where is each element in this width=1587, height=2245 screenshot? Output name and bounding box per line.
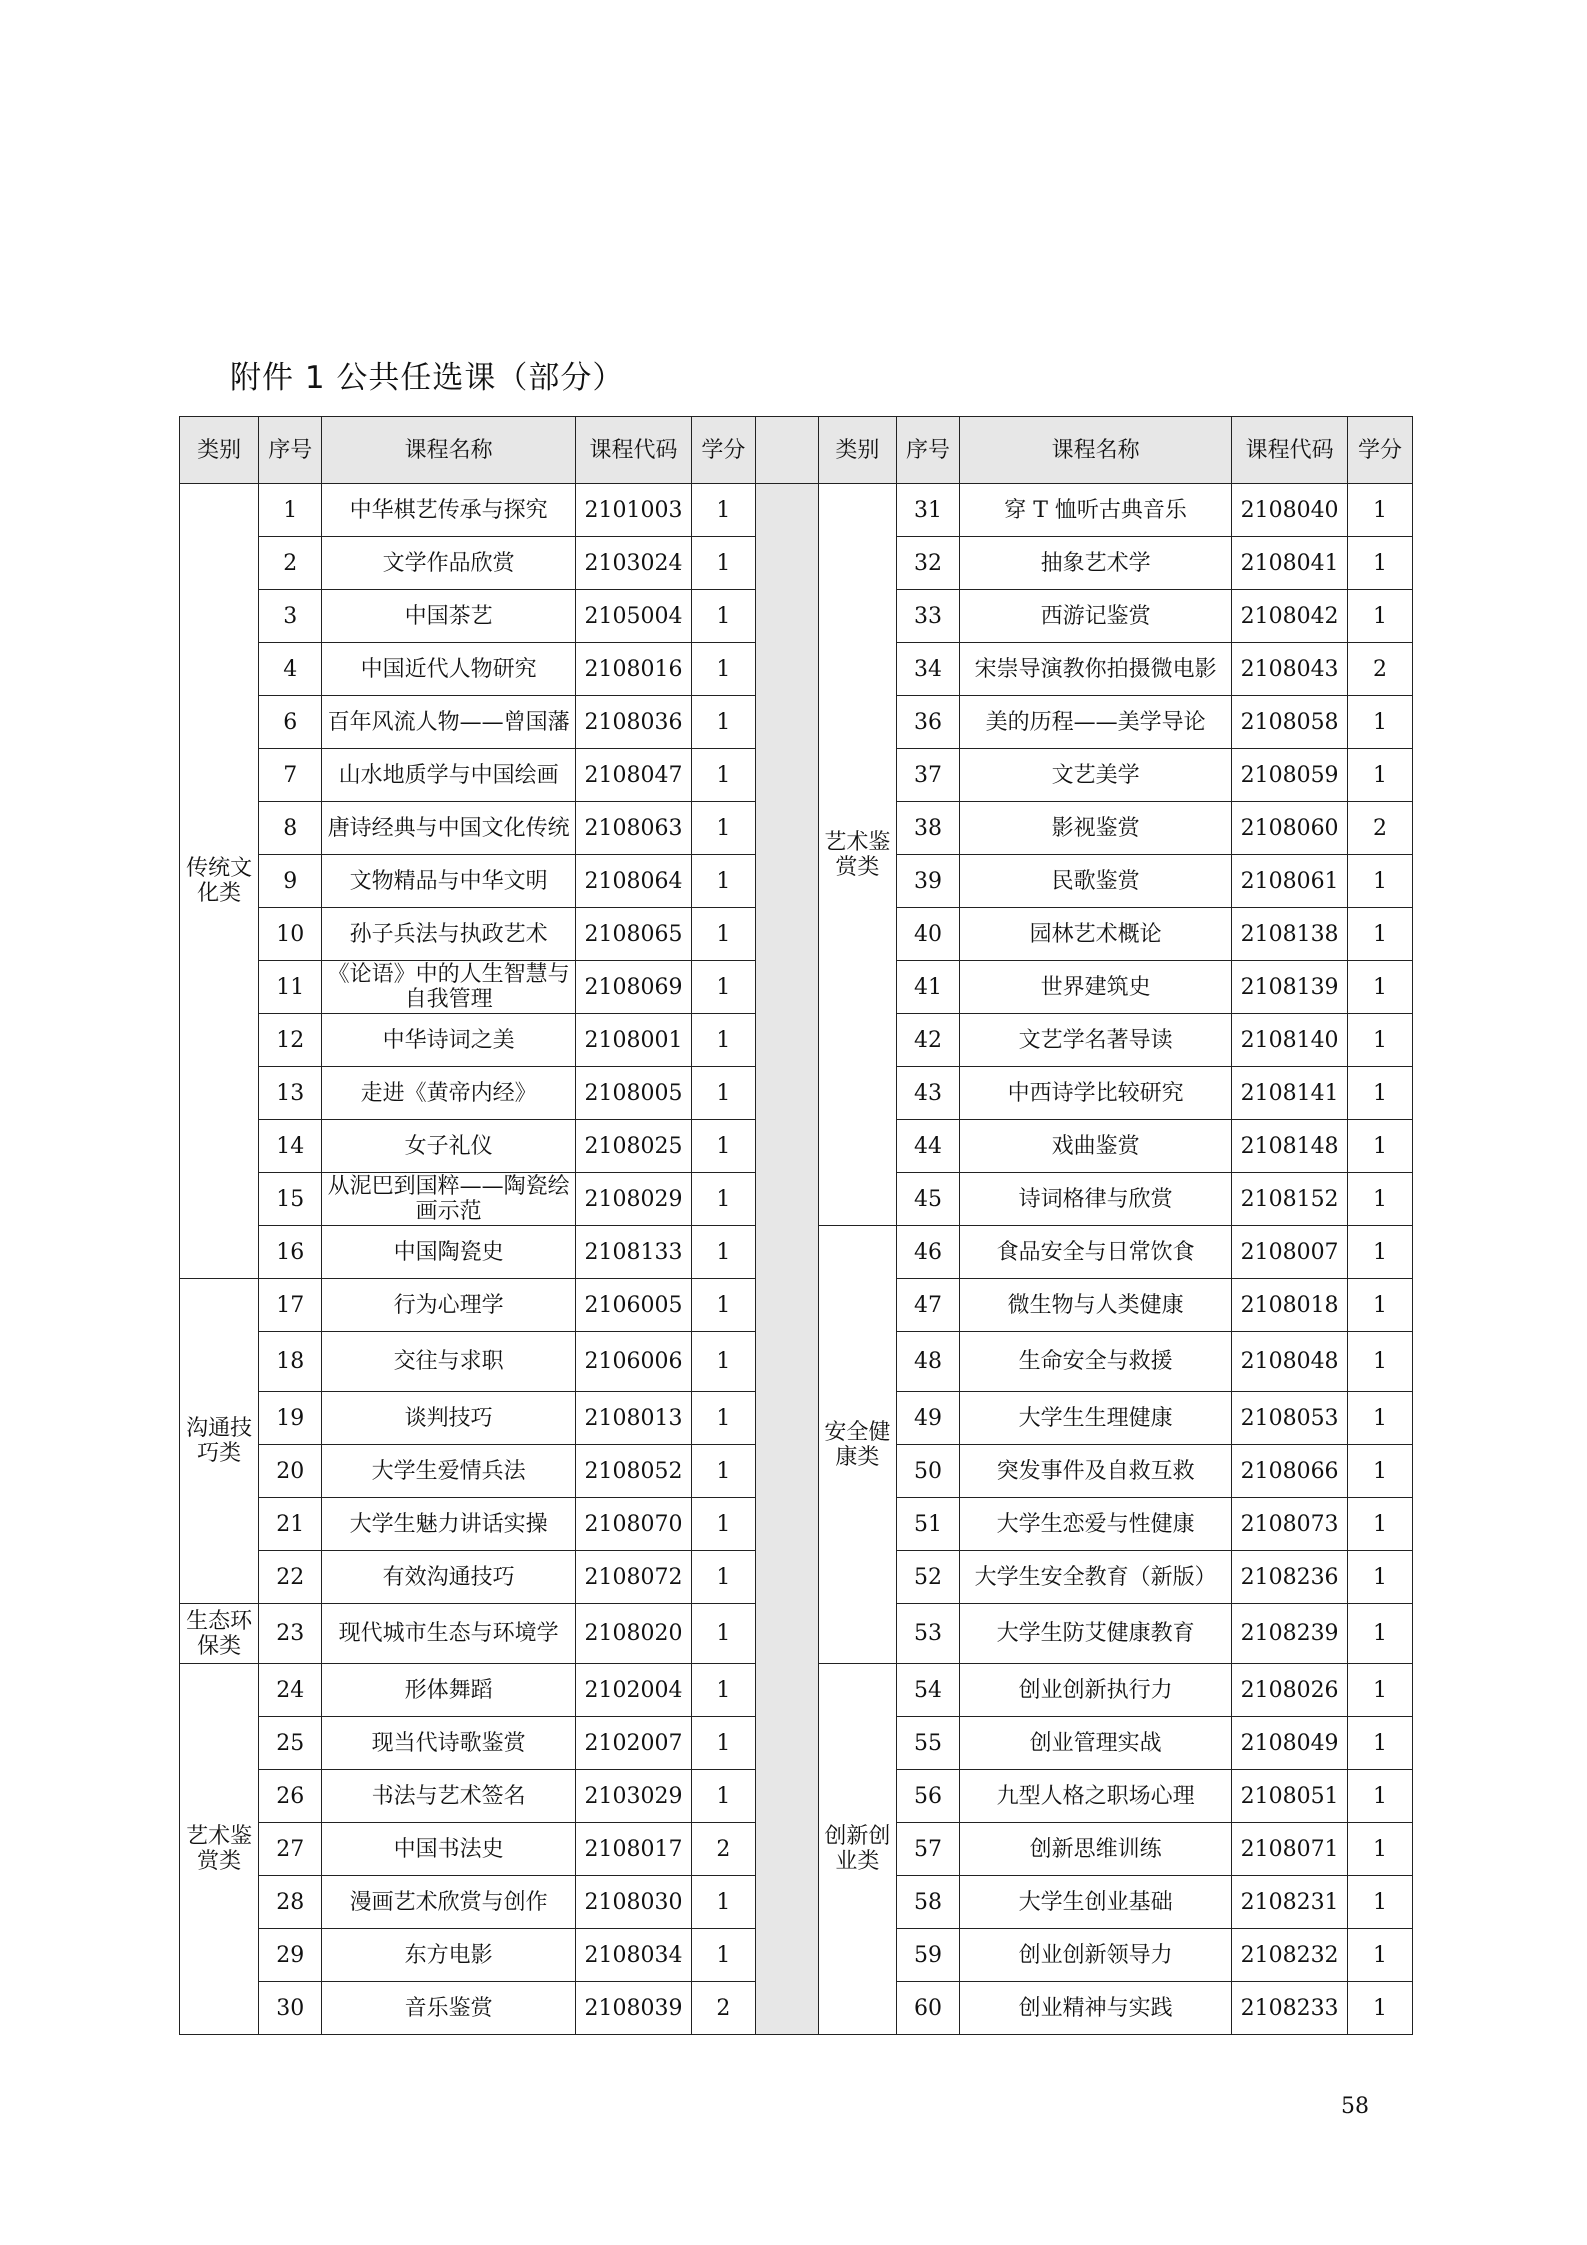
credit-cell: 1 bbox=[1347, 855, 1412, 908]
course-name-cell: 山水地质学与中国绘画 bbox=[322, 749, 576, 802]
seq-cell: 52 bbox=[897, 1551, 960, 1604]
seq-cell: 32 bbox=[897, 537, 960, 590]
course-code-cell: 2108232 bbox=[1232, 1929, 1348, 1982]
course-name-cell: 创业创新领导力 bbox=[960, 1929, 1232, 1982]
course-name-cell: 中国陶瓷史 bbox=[322, 1226, 576, 1279]
course-name-cell: 文物精品与中华文明 bbox=[322, 855, 576, 908]
credit-cell: 1 bbox=[691, 1120, 755, 1173]
seq-cell: 33 bbox=[897, 590, 960, 643]
credit-cell: 1 bbox=[1347, 1173, 1412, 1226]
credit-cell: 1 bbox=[691, 696, 755, 749]
course-name-cell: 百年风流人物——曾国藩 bbox=[322, 696, 576, 749]
course-code-cell: 2102007 bbox=[576, 1717, 692, 1770]
header-name: 课程名称 bbox=[960, 417, 1232, 484]
seq-cell: 26 bbox=[259, 1770, 322, 1823]
credit-cell: 1 bbox=[691, 590, 755, 643]
credit-cell: 1 bbox=[691, 1392, 755, 1445]
seq-cell: 12 bbox=[259, 1014, 322, 1067]
course-name-cell: 世界建筑史 bbox=[960, 961, 1232, 1014]
credit-cell: 1 bbox=[691, 1664, 755, 1717]
course-name-cell: 漫画艺术欣赏与创作 bbox=[322, 1876, 576, 1929]
course-name-cell: 形体舞蹈 bbox=[322, 1664, 576, 1717]
course-code-cell: 2108034 bbox=[576, 1929, 692, 1982]
course-code-cell: 2106005 bbox=[576, 1279, 692, 1332]
header-category: 类别 bbox=[180, 417, 259, 484]
course-name-cell: 唐诗经典与中国文化传统 bbox=[322, 802, 576, 855]
credit-cell: 1 bbox=[1347, 1982, 1412, 2035]
course-name-cell: 走进《黄帝内经》 bbox=[322, 1067, 576, 1120]
seq-cell: 10 bbox=[259, 908, 322, 961]
course-name-cell: 宋崇导演教你拍摄微电影 bbox=[960, 643, 1232, 696]
page-number: 58 bbox=[1341, 2094, 1369, 2119]
course-name-cell: 文艺学名著导读 bbox=[960, 1014, 1232, 1067]
course-code-cell: 2106006 bbox=[576, 1332, 692, 1392]
course-code-cell: 2108152 bbox=[1232, 1173, 1348, 1226]
credit-cell: 1 bbox=[1347, 749, 1412, 802]
header-code: 课程代码 bbox=[1232, 417, 1348, 484]
course-name-cell: 孙子兵法与执政艺术 bbox=[322, 908, 576, 961]
course-name-cell: 现当代诗歌鉴赏 bbox=[322, 1717, 576, 1770]
seq-cell: 40 bbox=[897, 908, 960, 961]
credit-cell: 1 bbox=[1347, 1823, 1412, 1876]
category-cell: 艺术鉴赏类 bbox=[180, 1664, 259, 2035]
seq-cell: 23 bbox=[259, 1604, 322, 1664]
course-name-cell: 影视鉴赏 bbox=[960, 802, 1232, 855]
course-name-cell: 东方电影 bbox=[322, 1929, 576, 1982]
seq-cell: 57 bbox=[897, 1823, 960, 1876]
credit-cell: 1 bbox=[691, 802, 755, 855]
seq-cell: 54 bbox=[897, 1664, 960, 1717]
seq-cell: 29 bbox=[259, 1929, 322, 1982]
course-code-cell: 2108138 bbox=[1232, 908, 1348, 961]
course-code-cell: 2108059 bbox=[1232, 749, 1348, 802]
course-code-cell: 2108069 bbox=[576, 961, 692, 1014]
course-code-cell: 2108039 bbox=[576, 1982, 692, 2035]
course-name-cell: 中国茶艺 bbox=[322, 590, 576, 643]
course-name-cell: 食品安全与日常饮食 bbox=[960, 1226, 1232, 1279]
seq-cell: 22 bbox=[259, 1551, 322, 1604]
credit-cell: 1 bbox=[691, 1551, 755, 1604]
course-code-cell: 2108141 bbox=[1232, 1067, 1348, 1120]
course-code-cell: 2108001 bbox=[576, 1014, 692, 1067]
course-code-cell: 2108043 bbox=[1232, 643, 1348, 696]
course-code-cell: 2108072 bbox=[576, 1551, 692, 1604]
seq-cell: 8 bbox=[259, 802, 322, 855]
credit-cell: 1 bbox=[691, 749, 755, 802]
category-cell: 传统文化类 bbox=[180, 484, 259, 1279]
course-code-cell: 2108026 bbox=[1232, 1664, 1348, 1717]
seq-cell: 2 bbox=[259, 537, 322, 590]
course-name-cell: 九型人格之职场心理 bbox=[960, 1770, 1232, 1823]
credit-cell: 1 bbox=[691, 1445, 755, 1498]
course-name-cell: 大学生生理健康 bbox=[960, 1392, 1232, 1445]
header-name: 课程名称 bbox=[322, 417, 576, 484]
credit-cell: 1 bbox=[1347, 1604, 1412, 1664]
course-code-cell: 2108139 bbox=[1232, 961, 1348, 1014]
course-name-cell: 戏曲鉴赏 bbox=[960, 1120, 1232, 1173]
credit-cell: 1 bbox=[691, 537, 755, 590]
seq-cell: 53 bbox=[897, 1604, 960, 1664]
header-seq: 序号 bbox=[897, 417, 960, 484]
course-name-cell: 诗词格律与欣赏 bbox=[960, 1173, 1232, 1226]
credit-cell: 1 bbox=[1347, 696, 1412, 749]
credit-cell: 1 bbox=[691, 1173, 755, 1226]
course-code-cell: 2108060 bbox=[1232, 802, 1348, 855]
seq-cell: 60 bbox=[897, 1982, 960, 2035]
credit-cell: 1 bbox=[691, 1498, 755, 1551]
credit-cell: 1 bbox=[1347, 590, 1412, 643]
course-name-cell: 创新思维训练 bbox=[960, 1823, 1232, 1876]
credit-cell: 1 bbox=[691, 855, 755, 908]
course-code-cell: 2108025 bbox=[576, 1120, 692, 1173]
course-name-cell: 中华诗词之美 bbox=[322, 1014, 576, 1067]
course-code-cell: 2108064 bbox=[576, 855, 692, 908]
credit-cell: 1 bbox=[1347, 1445, 1412, 1498]
credit-cell: 1 bbox=[691, 1929, 755, 1982]
seq-cell: 17 bbox=[259, 1279, 322, 1332]
credit-cell: 1 bbox=[691, 484, 755, 537]
course-name-cell: 大学生恋爱与性健康 bbox=[960, 1498, 1232, 1551]
course-code-cell: 2102004 bbox=[576, 1664, 692, 1717]
credit-cell: 1 bbox=[691, 1226, 755, 1279]
course-code-cell: 2108233 bbox=[1232, 1982, 1348, 2035]
credit-cell: 1 bbox=[1347, 1392, 1412, 1445]
course-name-cell: 穿 T 恤听古典音乐 bbox=[960, 484, 1232, 537]
seq-cell: 34 bbox=[897, 643, 960, 696]
credit-cell: 1 bbox=[1347, 1067, 1412, 1120]
credit-cell: 1 bbox=[691, 1717, 755, 1770]
seq-cell: 4 bbox=[259, 643, 322, 696]
credit-cell: 1 bbox=[1347, 1770, 1412, 1823]
credit-cell: 1 bbox=[1347, 1226, 1412, 1279]
course-name-cell: 《论语》中的人生智慧与自我管理 bbox=[322, 961, 576, 1014]
course-code-cell: 2101003 bbox=[576, 484, 692, 537]
seq-cell: 58 bbox=[897, 1876, 960, 1929]
course-table-body bbox=[180, 484, 1413, 2035]
credit-cell: 1 bbox=[691, 1014, 755, 1067]
course-name-cell: 现代城市生态与环境学 bbox=[322, 1604, 576, 1664]
credit-cell: 2 bbox=[1347, 643, 1412, 696]
category-cell: 创新创业类 bbox=[818, 1664, 896, 2035]
credit-cell: 1 bbox=[691, 1067, 755, 1120]
course-name-cell: 生命安全与救援 bbox=[960, 1332, 1232, 1392]
credit-cell: 1 bbox=[1347, 484, 1412, 537]
table-row bbox=[180, 484, 1413, 537]
seq-cell: 3 bbox=[259, 590, 322, 643]
seq-cell: 50 bbox=[897, 1445, 960, 1498]
seq-cell: 9 bbox=[259, 855, 322, 908]
seq-cell: 18 bbox=[259, 1332, 322, 1392]
credit-cell: 1 bbox=[691, 908, 755, 961]
seq-cell: 30 bbox=[259, 1982, 322, 2035]
course-code-cell: 2108061 bbox=[1232, 855, 1348, 908]
course-name-cell: 美的历程——美学导论 bbox=[960, 696, 1232, 749]
credit-cell: 1 bbox=[1347, 537, 1412, 590]
course-code-cell: 2108016 bbox=[576, 643, 692, 696]
course-code-cell: 2108036 bbox=[576, 696, 692, 749]
credit-cell: 1 bbox=[1347, 1014, 1412, 1067]
seq-cell: 25 bbox=[259, 1717, 322, 1770]
course-code-cell: 2108029 bbox=[576, 1173, 692, 1226]
course-code-cell: 2108058 bbox=[1232, 696, 1348, 749]
course-code-cell: 2108073 bbox=[1232, 1498, 1348, 1551]
course-name-cell: 文学作品欣赏 bbox=[322, 537, 576, 590]
course-code-cell: 2108053 bbox=[1232, 1392, 1348, 1445]
credit-cell: 2 bbox=[1347, 802, 1412, 855]
course-name-cell: 西游记鉴赏 bbox=[960, 590, 1232, 643]
header-credit: 学分 bbox=[1347, 417, 1412, 484]
seq-cell: 13 bbox=[259, 1067, 322, 1120]
credit-cell: 1 bbox=[1347, 1120, 1412, 1173]
header-code: 课程代码 bbox=[576, 417, 692, 484]
header-seq: 序号 bbox=[259, 417, 322, 484]
credit-cell: 1 bbox=[1347, 1279, 1412, 1332]
course-name-cell: 谈判技巧 bbox=[322, 1392, 576, 1445]
course-code-cell: 2105004 bbox=[576, 590, 692, 643]
course-name-cell: 创业精神与实践 bbox=[960, 1982, 1232, 2035]
credit-cell: 1 bbox=[691, 1279, 755, 1332]
course-name-cell: 创业管理实战 bbox=[960, 1717, 1232, 1770]
course-name-cell: 大学生魅力讲话实操 bbox=[322, 1498, 576, 1551]
seq-cell: 21 bbox=[259, 1498, 322, 1551]
course-name-cell: 中国近代人物研究 bbox=[322, 643, 576, 696]
course-name-cell: 民歌鉴赏 bbox=[960, 855, 1232, 908]
credit-cell: 1 bbox=[1347, 1551, 1412, 1604]
course-code-cell: 2108020 bbox=[576, 1604, 692, 1664]
course-name-cell: 中华棋艺传承与探究 bbox=[322, 484, 576, 537]
credit-cell: 1 bbox=[691, 961, 755, 1014]
seq-cell: 6 bbox=[259, 696, 322, 749]
credit-cell: 1 bbox=[1347, 1498, 1412, 1551]
seq-cell: 11 bbox=[259, 961, 322, 1014]
course-name-cell: 抽象艺术学 bbox=[960, 537, 1232, 590]
seq-cell: 55 bbox=[897, 1717, 960, 1770]
seq-cell: 39 bbox=[897, 855, 960, 908]
course-code-cell: 2103024 bbox=[576, 537, 692, 590]
seq-cell: 51 bbox=[897, 1498, 960, 1551]
course-name-cell: 微生物与人类健康 bbox=[960, 1279, 1232, 1332]
credit-cell: 1 bbox=[1347, 908, 1412, 961]
course-code-cell: 2108052 bbox=[576, 1445, 692, 1498]
course-name-cell: 创业创新执行力 bbox=[960, 1664, 1232, 1717]
credit-cell: 1 bbox=[691, 1604, 755, 1664]
category-cell: 安全健康类 bbox=[818, 1226, 896, 1664]
seq-cell: 16 bbox=[259, 1226, 322, 1279]
course-code-cell: 2108048 bbox=[1232, 1332, 1348, 1392]
credit-cell: 1 bbox=[691, 1876, 755, 1929]
category-cell: 艺术鉴赏类 bbox=[818, 484, 896, 1226]
seq-cell: 28 bbox=[259, 1876, 322, 1929]
course-name-cell: 中西诗学比较研究 bbox=[960, 1067, 1232, 1120]
course-code-cell: 2108066 bbox=[1232, 1445, 1348, 1498]
course-code-cell: 2108040 bbox=[1232, 484, 1348, 537]
course-code-cell: 2108005 bbox=[576, 1067, 692, 1120]
seq-cell: 45 bbox=[897, 1173, 960, 1226]
seq-cell: 56 bbox=[897, 1770, 960, 1823]
header-category: 类别 bbox=[818, 417, 896, 484]
credit-cell: 1 bbox=[1347, 1664, 1412, 1717]
seq-cell: 46 bbox=[897, 1226, 960, 1279]
category-cell: 沟通技巧类 bbox=[180, 1279, 259, 1604]
course-code-cell: 2103029 bbox=[576, 1770, 692, 1823]
course-name-cell: 文艺美学 bbox=[960, 749, 1232, 802]
seq-cell: 14 bbox=[259, 1120, 322, 1173]
seq-cell: 37 bbox=[897, 749, 960, 802]
course-name-cell: 从泥巴到国粹——陶瓷绘画示范 bbox=[322, 1173, 576, 1226]
credit-cell: 1 bbox=[691, 1770, 755, 1823]
course-code-cell: 2108071 bbox=[1232, 1823, 1348, 1876]
course-code-cell: 2108041 bbox=[1232, 537, 1348, 590]
course-name-cell: 书法与艺术签名 bbox=[322, 1770, 576, 1823]
course-code-cell: 2108017 bbox=[576, 1823, 692, 1876]
course-code-cell: 2108063 bbox=[576, 802, 692, 855]
seq-cell: 19 bbox=[259, 1392, 322, 1445]
seq-cell: 48 bbox=[897, 1332, 960, 1392]
seq-cell: 42 bbox=[897, 1014, 960, 1067]
course-name-cell: 音乐鉴赏 bbox=[322, 1982, 576, 2035]
credit-cell: 2 bbox=[691, 1823, 755, 1876]
credit-cell: 1 bbox=[1347, 1717, 1412, 1770]
seq-cell: 20 bbox=[259, 1445, 322, 1498]
course-code-cell: 2108047 bbox=[576, 749, 692, 802]
course-name-cell: 有效沟通技巧 bbox=[322, 1551, 576, 1604]
course-code-cell: 2108239 bbox=[1232, 1604, 1348, 1664]
header-credit: 学分 bbox=[691, 417, 755, 484]
page-title: 附件 1 公共任选课（部分） bbox=[230, 360, 625, 396]
course-table bbox=[179, 416, 1413, 2035]
seq-cell: 27 bbox=[259, 1823, 322, 1876]
course-name-cell: 中国书法史 bbox=[322, 1823, 576, 1876]
course-name-cell: 园林艺术概论 bbox=[960, 908, 1232, 961]
seq-cell: 24 bbox=[259, 1664, 322, 1717]
course-code-cell: 2108065 bbox=[576, 908, 692, 961]
seq-cell: 31 bbox=[897, 484, 960, 537]
course-name-cell: 大学生创业基础 bbox=[960, 1876, 1232, 1929]
table-header-row bbox=[180, 417, 1413, 484]
course-code-cell: 2108042 bbox=[1232, 590, 1348, 643]
course-code-cell: 2108018 bbox=[1232, 1279, 1348, 1332]
seq-cell: 59 bbox=[897, 1929, 960, 1982]
credit-cell: 2 bbox=[691, 1982, 755, 2035]
credit-cell: 1 bbox=[1347, 1876, 1412, 1929]
column-divider bbox=[755, 484, 818, 2035]
course-code-cell: 2108013 bbox=[576, 1392, 692, 1445]
seq-cell: 15 bbox=[259, 1173, 322, 1226]
course-code-cell: 2108133 bbox=[576, 1226, 692, 1279]
seq-cell: 36 bbox=[897, 696, 960, 749]
course-code-cell: 2108051 bbox=[1232, 1770, 1348, 1823]
seq-cell: 49 bbox=[897, 1392, 960, 1445]
seq-cell: 7 bbox=[259, 749, 322, 802]
course-name-cell: 突发事件及自救互救 bbox=[960, 1445, 1232, 1498]
credit-cell: 1 bbox=[691, 643, 755, 696]
column-divider bbox=[755, 417, 818, 484]
course-name-cell: 交往与求职 bbox=[322, 1332, 576, 1392]
category-cell: 生态环保类 bbox=[180, 1604, 259, 1664]
course-code-cell: 2108070 bbox=[576, 1498, 692, 1551]
course-code-cell: 2108148 bbox=[1232, 1120, 1348, 1173]
course-name-cell: 行为心理学 bbox=[322, 1279, 576, 1332]
credit-cell: 1 bbox=[691, 1332, 755, 1392]
course-code-cell: 2108231 bbox=[1232, 1876, 1348, 1929]
course-name-cell: 女子礼仪 bbox=[322, 1120, 576, 1173]
seq-cell: 41 bbox=[897, 961, 960, 1014]
seq-cell: 38 bbox=[897, 802, 960, 855]
seq-cell: 47 bbox=[897, 1279, 960, 1332]
course-code-cell: 2108236 bbox=[1232, 1551, 1348, 1604]
course-code-cell: 2108007 bbox=[1232, 1226, 1348, 1279]
course-name-cell: 大学生安全教育（新版） bbox=[960, 1551, 1232, 1604]
course-code-cell: 2108049 bbox=[1232, 1717, 1348, 1770]
course-code-cell: 2108030 bbox=[576, 1876, 692, 1929]
course-name-cell: 大学生防艾健康教育 bbox=[960, 1604, 1232, 1664]
credit-cell: 1 bbox=[1347, 1332, 1412, 1392]
seq-cell: 1 bbox=[259, 484, 322, 537]
course-name-cell: 大学生爱情兵法 bbox=[322, 1445, 576, 1498]
seq-cell: 44 bbox=[897, 1120, 960, 1173]
credit-cell: 1 bbox=[1347, 1929, 1412, 1982]
seq-cell: 43 bbox=[897, 1067, 960, 1120]
course-code-cell: 2108140 bbox=[1232, 1014, 1348, 1067]
credit-cell: 1 bbox=[1347, 961, 1412, 1014]
